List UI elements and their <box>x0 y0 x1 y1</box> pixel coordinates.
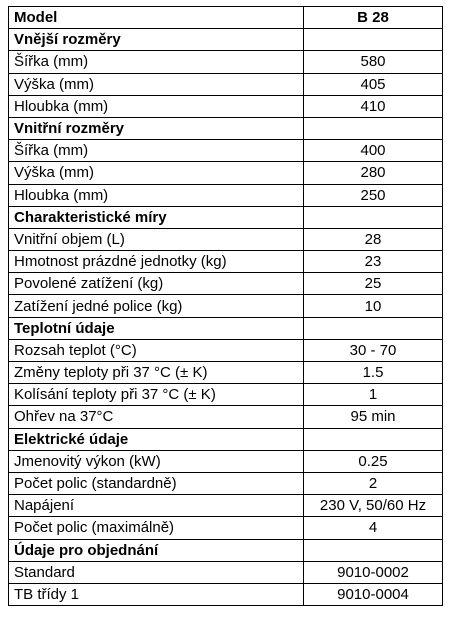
section-title: Vnitřní rozměry <box>9 117 304 139</box>
row-value: 250 <box>304 184 443 206</box>
section-header-characteristics <box>9 206 443 228</box>
section-header-outer-dimensions <box>9 29 443 51</box>
model-value: B 28 <box>304 7 443 29</box>
table-row <box>9 251 443 273</box>
row-value: 405 <box>304 73 443 95</box>
row-label: Povolené zatížení (kg) <box>9 273 304 295</box>
row-value: 2 <box>304 472 443 494</box>
row-label: TB třídy 1 <box>9 583 304 605</box>
row-label: Šířka (mm) <box>9 140 304 162</box>
row-value: 28 <box>304 228 443 250</box>
row-label: Šířka (mm) <box>9 51 304 73</box>
section-title: Elektrické údaje <box>9 428 304 450</box>
section-header-inner-dimensions <box>9 117 443 139</box>
row-label: Počet polic (standardně) <box>9 472 304 494</box>
table-row <box>9 162 443 184</box>
model-label: Model <box>9 7 304 29</box>
section-empty-cell <box>304 29 443 51</box>
section-empty-cell <box>304 206 443 228</box>
section-header-electrical <box>9 428 443 450</box>
row-value: 9010-0002 <box>304 561 443 583</box>
table-row <box>9 472 443 494</box>
row-value: 30 - 70 <box>304 339 443 361</box>
table-row <box>9 140 443 162</box>
table-row <box>9 561 443 583</box>
row-label: Hloubka (mm) <box>9 95 304 117</box>
row-value: 1 <box>304 384 443 406</box>
row-value: 4 <box>304 517 443 539</box>
row-value: 280 <box>304 162 443 184</box>
table-row <box>9 51 443 73</box>
table-row <box>9 495 443 517</box>
section-title: Charakteristické míry <box>9 206 304 228</box>
section-header-ordering <box>9 539 443 561</box>
row-value: 23 <box>304 251 443 273</box>
row-label: Výška (mm) <box>9 73 304 95</box>
section-empty-cell <box>304 317 443 339</box>
table-row <box>9 406 443 428</box>
table-row <box>9 450 443 472</box>
section-empty-cell <box>304 539 443 561</box>
table-row <box>9 228 443 250</box>
row-label: Změny teploty při 37 °C (± K) <box>9 362 304 384</box>
table-row <box>9 295 443 317</box>
section-empty-cell <box>304 428 443 450</box>
table-row <box>9 95 443 117</box>
row-value: 25 <box>304 273 443 295</box>
row-label: Vnitřní objem (L) <box>9 228 304 250</box>
spec-table <box>8 6 443 606</box>
section-title: Vnější rozměry <box>9 29 304 51</box>
table-row <box>9 184 443 206</box>
row-value: 95 min <box>304 406 443 428</box>
section-empty-cell <box>304 117 443 139</box>
row-label: Hloubka (mm) <box>9 184 304 206</box>
row-label: Zatížení jedné police (kg) <box>9 295 304 317</box>
row-label: Počet polic (maximálně) <box>9 517 304 539</box>
section-header-temperature <box>9 317 443 339</box>
row-value: 400 <box>304 140 443 162</box>
table-row <box>9 273 443 295</box>
row-label: Standard <box>9 561 304 583</box>
row-label: Hmotnost prázdné jednotky (kg) <box>9 251 304 273</box>
row-label: Výška (mm) <box>9 162 304 184</box>
table-row <box>9 583 443 605</box>
row-label: Napájení <box>9 495 304 517</box>
row-value: 0.25 <box>304 450 443 472</box>
row-value: 410 <box>304 95 443 117</box>
row-label: Kolísání teploty při 37 °C (± K) <box>9 384 304 406</box>
table-row <box>9 384 443 406</box>
row-value: 1.5 <box>304 362 443 384</box>
table-row <box>9 339 443 361</box>
model-row <box>9 7 443 29</box>
table-row <box>9 517 443 539</box>
row-value: 580 <box>304 51 443 73</box>
row-label: Ohřev na 37°C <box>9 406 304 428</box>
section-title: Údaje pro objednání <box>9 539 304 561</box>
row-value: 9010-0004 <box>304 583 443 605</box>
row-label: Rozsah teplot (°C) <box>9 339 304 361</box>
row-value: 230 V, 50/60 Hz <box>304 495 443 517</box>
table-row <box>9 362 443 384</box>
section-title: Teplotní údaje <box>9 317 304 339</box>
row-value: 10 <box>304 295 443 317</box>
row-label: Jmenovitý výkon (kW) <box>9 450 304 472</box>
table-row <box>9 73 443 95</box>
